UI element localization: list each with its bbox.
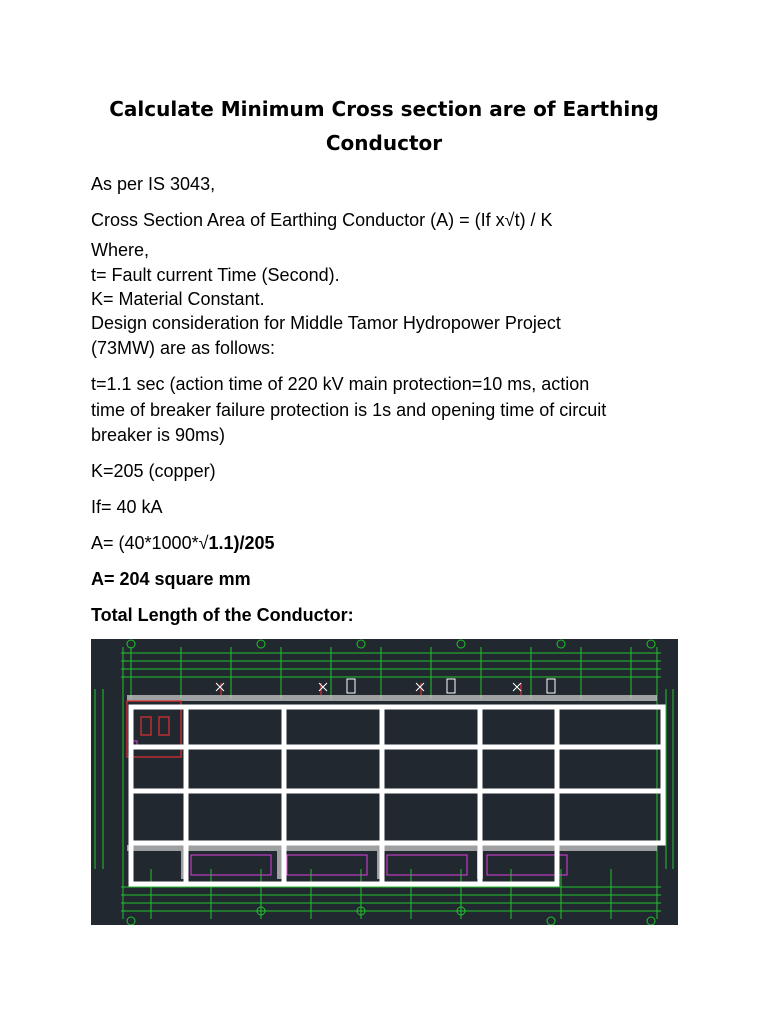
k-value-line: K=205 (copper)	[91, 461, 216, 481]
design-line-2: (73MW) are as follows:	[91, 338, 276, 358]
standard-line: As per IS 3043,	[91, 174, 216, 194]
t-value-line-1: t=1.1 sec (action time of 220 kV main protection=10 ms, action	[91, 374, 590, 394]
calculation-prefix: A= (40*1000*√	[91, 533, 209, 553]
earthing-grid-conductors	[131, 707, 663, 884]
where-line: Where,	[91, 240, 150, 260]
cad-drawing	[91, 639, 678, 925]
earthing-grid-drawing	[91, 639, 678, 925]
t-definition: t= Fault current Time (Second).	[91, 265, 340, 285]
page-title: Calculate Minimum Cross section are of Earthing Conductor	[109, 97, 659, 155]
valve-symbols	[216, 679, 555, 693]
k-definition: K= Material Constant.	[91, 289, 265, 309]
t-value-line-2: time of breaker failure protection is 1s and opening time of circuit	[91, 400, 607, 420]
result-line: A= 204 square mm	[91, 569, 251, 589]
equipment-symbols	[129, 741, 567, 875]
t-value-line-3: breaker is 90ms)	[91, 425, 226, 445]
design-line-1: Design consideration for Middle Tamor Hydropower Project	[91, 313, 561, 333]
if-value-line: If= 40 kA	[91, 497, 163, 517]
calculation-bold: 1.1)/205	[208, 533, 275, 553]
wall-hatching	[127, 695, 657, 879]
calculation-line	[91, 531, 275, 556]
length-heading: Total Length of the Conductor:	[91, 605, 354, 625]
formula-line: Cross Section Area of Earthing Conductor (A) = (If x√t) / K	[91, 210, 553, 230]
